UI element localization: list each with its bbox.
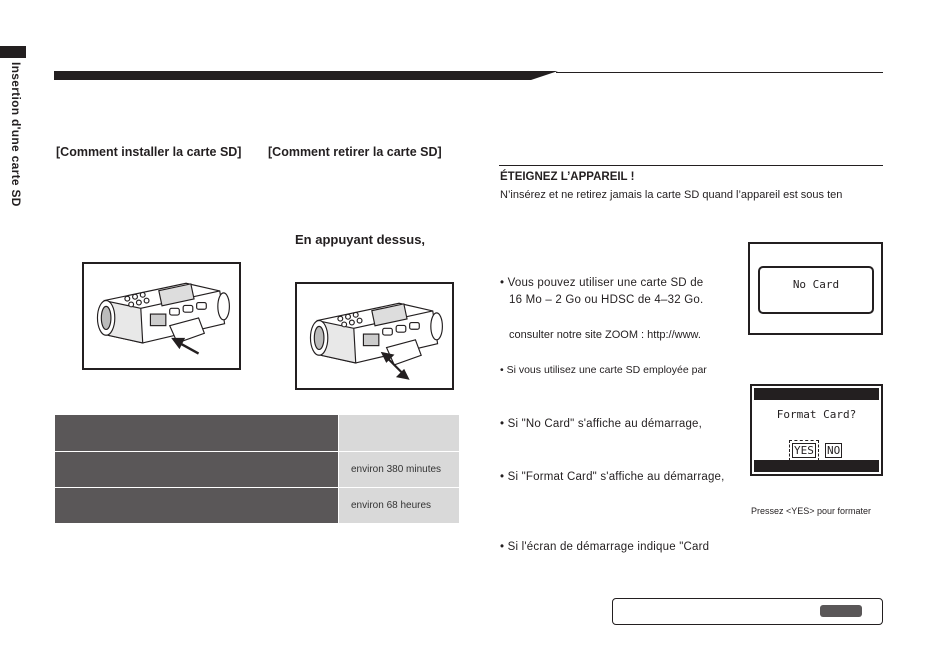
format-caption: Pressez <YES> pour formater (751, 506, 872, 516)
warning-text: N’insérez et ne retirez jamais la carte SD quand l’appareil est sous ten (500, 189, 843, 201)
table-cell-value (339, 415, 459, 451)
note-site-line: consulter notre site ZOOM : http://www. (509, 329, 701, 341)
lcd-bottom-bar (754, 460, 879, 472)
warning-rule (499, 165, 883, 166)
side-tab-marker (0, 46, 26, 58)
table-cell-value: environ 68 heures (339, 488, 459, 523)
remove-heading: [Comment retirer la carte SD] (268, 145, 442, 159)
note-startup: • Si l'écran de démarrage indique "Card (500, 541, 710, 553)
title-bar-slant (522, 71, 558, 80)
section-side-label: Insertion d'une carte SD (9, 62, 23, 207)
lcd-top-bar (754, 388, 879, 400)
remove-card-illustration (295, 282, 454, 390)
insert-card-illustration (82, 262, 241, 370)
recorder-remove-drawing (297, 284, 452, 388)
pressing-label: En appuyant dessus, (295, 232, 426, 247)
note-used-card: • Si vous utilisez une carte SD employée par (500, 364, 707, 376)
table-row (55, 451, 459, 487)
footer-page-pill (820, 605, 862, 617)
table-row (55, 487, 459, 523)
note-no-card: • Si "No Card" s'affiche au démarrage, (500, 418, 703, 430)
lcd-format-display (750, 384, 883, 476)
recorder-insert-drawing (84, 264, 239, 368)
table-cell-label (55, 415, 339, 451)
table-cell-value: environ 380 minutes (339, 452, 459, 487)
warning-title: ÉTEIGNEZ L’APPAREIL ! (500, 171, 635, 183)
table-cell-label (55, 452, 339, 487)
note-sd-line1: • Vous pouvez utiliser une carte SD de (500, 277, 704, 289)
capacity-table (55, 415, 459, 523)
lcd-no-card-screen: No Card (758, 266, 874, 314)
lcd-no-option: NO (827, 444, 841, 457)
note-format-card: • Si "Format Card" s'affiche au démarrage, (500, 471, 725, 483)
install-heading: [Comment installer la carte SD] (56, 145, 242, 159)
title-bar (54, 71, 524, 80)
note-sd-line2: 16 Mo – 2 Go ou HDSC de 4–32 Go. (509, 294, 704, 306)
lcd-no-card-display (748, 242, 883, 335)
title-rule (556, 72, 883, 73)
table-row (55, 415, 459, 451)
table-cell-label (55, 488, 339, 523)
lcd-format-question: Format Card? (776, 408, 857, 421)
lcd-yes-option: YES (794, 444, 814, 457)
